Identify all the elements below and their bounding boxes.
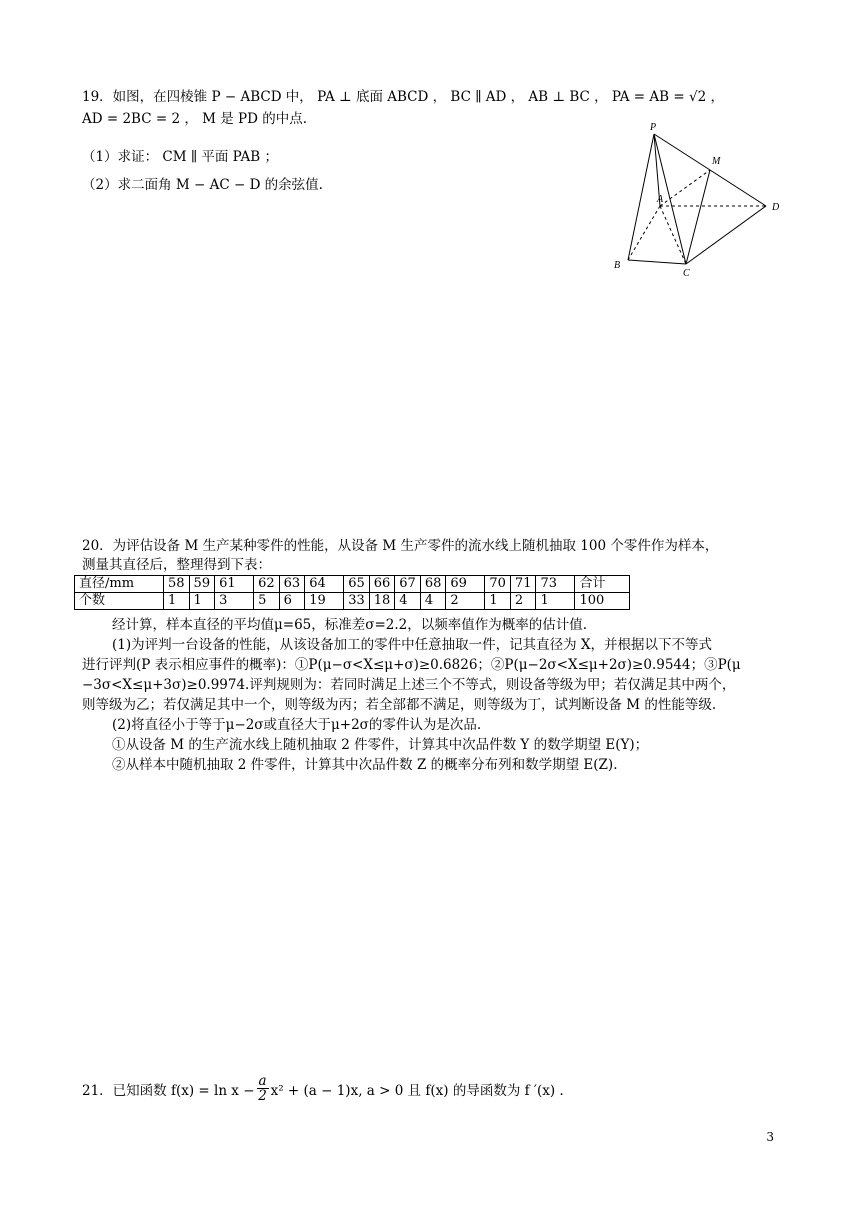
q19-line1: 19．如图，在四棱锥 P − ABCD 中， PA ⊥ 底面 ABCD ， BC ∥ AD ， AB ⊥ BC ， PA = AB = √2 ， — [82, 89, 724, 105]
table-cell: 1 — [164, 593, 190, 610]
q21-prefix: 21．已知函数 f(x) = ln x − — [82, 1082, 255, 1099]
q20-p2b: 进行评判(P 表示相应事件的概率)：①P(μ−σ<X≤μ+σ)≥0.6826；②P(μ−2σ<X≤μ+2σ)≥0.9544；③P(μ — [82, 657, 741, 673]
table-cell: 2 — [446, 593, 485, 610]
q21-frac-num: a — [258, 1073, 267, 1089]
q21-fraction — [257, 1074, 269, 1103]
table-cell: 71 — [510, 576, 536, 593]
q21-suffix: x² + (a − 1)x, a > 0 且 f(x) 的导函数为 f ′(x) . — [270, 1082, 564, 1099]
label-m: M — [712, 156, 721, 167]
table-cell: 5 — [254, 593, 280, 610]
edge-ac — [660, 206, 686, 264]
edge-ab — [628, 206, 660, 260]
table-cell: 直径/mm — [75, 576, 164, 593]
table-cell: 个数 — [75, 593, 164, 610]
q21-frac-den: 2 — [258, 1088, 267, 1104]
table-cell: 19 — [305, 593, 344, 610]
table-cell: 61 — [215, 576, 254, 593]
table-cell: 69 — [446, 576, 485, 593]
table-cell: 33 — [344, 593, 370, 610]
table-cell: 58 — [164, 576, 190, 593]
table-cell: 2 — [510, 593, 536, 610]
q20-p3: (2)将直径小于等于μ−2σ或直径大于μ+2σ的零件认为是次品. — [112, 717, 482, 733]
table-cell: 63 — [279, 576, 305, 593]
q20-line1: 20．为评估设备 M 生产某种零件的性能，从设备 M 生产零件的流水线上随机抽取 100 个零件作为样本， — [82, 538, 719, 554]
label-d: D — [772, 202, 780, 213]
label-c: C — [683, 268, 690, 279]
table-cell: 1 — [485, 593, 511, 610]
edge-bc — [628, 260, 686, 264]
q20-p2a: (1)为评判一台设备的性能，从该设备加工的零件中任意抽取一件，记其直径为 X，并根据以下不等式 — [112, 637, 713, 653]
table-cell: 65 — [344, 576, 370, 593]
label-a: A — [657, 194, 664, 205]
page-number: 3 — [766, 1130, 774, 1144]
table-cell: 6 — [279, 593, 305, 610]
table-cell: 1 — [189, 593, 215, 610]
q20-p5: ②从样本中随机抽取 2 件零件，计算其中次品件数 Z 的概率分布列和数学期望 E(Z). — [112, 757, 618, 773]
table-cell: 70 — [485, 576, 511, 593]
table-cell: 合计 — [575, 576, 630, 593]
table-cell: 64 — [305, 576, 344, 593]
diameter-table — [74, 575, 630, 610]
table-cell: 1 — [536, 593, 575, 610]
table-cell: 3 — [215, 593, 254, 610]
q20-p2d: 则等级为乙；若仅满足其中一个，则等级为丙；若全部都不满足，则等级为丁，试判断设备 M 的性能等级. — [82, 697, 717, 713]
edge-cd — [686, 206, 766, 264]
table-cell: 68 — [420, 576, 446, 593]
pyramid-figure — [606, 118, 806, 283]
table-cell: 73 — [536, 576, 575, 593]
table-cell: 100 — [575, 593, 630, 610]
table-cell: 66 — [369, 576, 395, 593]
label-b: B — [614, 260, 621, 271]
q20-p1: 经计算，样本直径的平均值μ=65，标准差σ=2.2，以频率值作为概率的估计值. — [112, 617, 588, 633]
table-row — [75, 576, 630, 593]
q20-line2: 测量其直径后，整理得到下表： — [82, 557, 271, 573]
label-p: P — [650, 122, 657, 133]
q19-line2: AD = 2BC = 2 ， M 是 PD 的中点. — [82, 111, 308, 127]
q20-p2c: −3σ<X≤μ+3σ)≥0.9974.评判规则为：若同时满足上述三个不等式，则设备等级为甲；若仅满足其中两个， — [82, 677, 736, 693]
table-cell: 62 — [254, 576, 280, 593]
q19-part2: （2）求二面角 M − AC − D 的余弦值. — [82, 177, 323, 193]
q21-line — [82, 1074, 564, 1103]
table-row — [75, 593, 630, 610]
table-cell: 18 — [369, 593, 395, 610]
q19-part1: （1）求证： CM ∥ 平面 PAB ； — [82, 149, 278, 165]
table-cell: 4 — [420, 593, 446, 610]
table-cell: 4 — [395, 593, 421, 610]
edge-pb — [628, 134, 654, 260]
table-cell: 67 — [395, 576, 421, 593]
q20-p4: ①从设备 M 的生产流水线上随机抽取 2 件零件，计算其中次品件数 Y 的数学期望 E(Y)； — [112, 737, 649, 753]
table-cell: 59 — [189, 576, 215, 593]
